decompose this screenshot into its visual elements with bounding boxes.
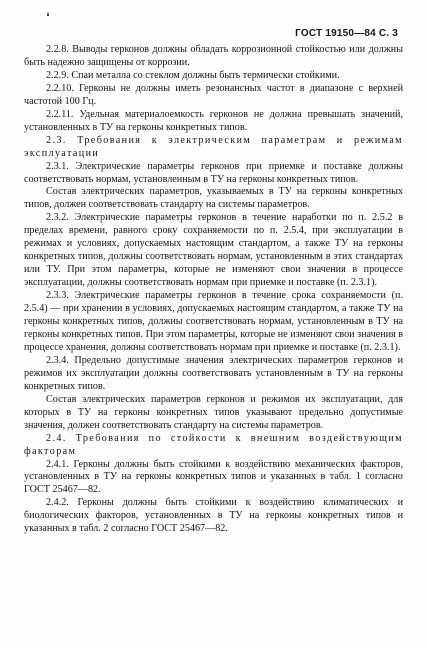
clause-2-2-10: 2.2.10. Герконы не должны иметь резонансных частот в диапазоне с верхней частотой 100 Гц. — [24, 82, 403, 107]
clause-2-3-2: 2.3.2. Электрические параметры герконов в течение наработки по п. 2.5.2 в пределах времени, равного сроку сохраняемости по п. 2.5.4, при эксплуатации в режимах и условиях, допускаемых настоящим стандартом, а также ТУ на герконы конкретных типов, должны соответствовать нормам, установленным в этих стандартах или ТУ. При этом параметры, которые не изменяют свои значения в процессе эксплуатации, должны соответствовать нормам при приемке и поставке (п. 2.3.1). — [24, 212, 403, 289]
section-heading-2-4: 2.4. Требования по стойкости к внешним воздействующим факторам — [24, 432, 403, 457]
clause-2-3-1-continued: Состав электрических параметров, указываемых в ТУ на герконы конкретных типов, должен соответствовать стандарту на системы параметров. — [24, 186, 403, 211]
scan-mark — [47, 13, 49, 16]
clause-2-4-2: 2.4.2. Герконы должны быть стойкими к воздействию климатических и биологических факторов, установленных в ТУ на герконы конкретных типов и указанных в табл. 2 согласно ГОСТ 25467—82. — [24, 497, 403, 535]
page-header: ГОСТ 19150—84 С. 3 — [295, 28, 398, 39]
clause-2-2-8: 2.2.8. Выводы герконов должны обладать коррозионной стойкостью или должны быть надежно защищены от коррозии. — [24, 44, 403, 68]
body-text — [24, 44, 403, 536]
clause-2-3-3: 2.3.3. Электрические параметры герконов в течение срока сохраняемости (п. 2.5.4) — при хранении в условиях, допускаемых настоящим стандартом, а также ТУ на герконы конкретных типов, должны соответствовать нормам, установленным в ТУ на герконы конкретных типов. При этом параметры, которые не изменяют свои значения в процессе хранения, должны соответствовать нормам при приемке и поставке (п. 2.3.1). — [24, 290, 403, 353]
clause-2-3-4: 2.3.4. Предельно допустимые значения электрических параметров герконов и режимов их эксплуатации должны соответствовать установленным в ТУ на герконы конкретных типов. — [24, 354, 403, 392]
clause-2-2-11: 2.2.11. Удельная материалоемкость герконов не должна превышать значений, установленных в ТУ на герконы конкретных типов. — [24, 108, 403, 133]
clause-2-2-9: 2.2.9. Спаи металла со стеклом должны быть термически стойкими. — [46, 69, 340, 81]
clause-2-4-1: 2.4.1. Герконы должны быть стойкими к воздействию механических факторов, установленных в ТУ на герконы конкретных типов и указанных в табл. 1 согласно ГОСТ 25467—82. — [24, 458, 403, 496]
section-heading-2-3: 2.3. Требования к электрическим параметрам и режимам эксплуатации — [24, 134, 403, 159]
clause-2-3-1: 2.3.1. Электрические параметры герконов при приемке и поставке должны соответствовать нормам, установленным в ТУ на герконы конкретных типов. — [24, 160, 403, 185]
clause-2-3-4-continued: Состав электрических параметров герконов и режимов их эксплуатации, для которых в ТУ на герконы конкретных типов указывают предельно допустимые значения, должен соответствовать стандарту на системы параметров. — [24, 393, 403, 431]
